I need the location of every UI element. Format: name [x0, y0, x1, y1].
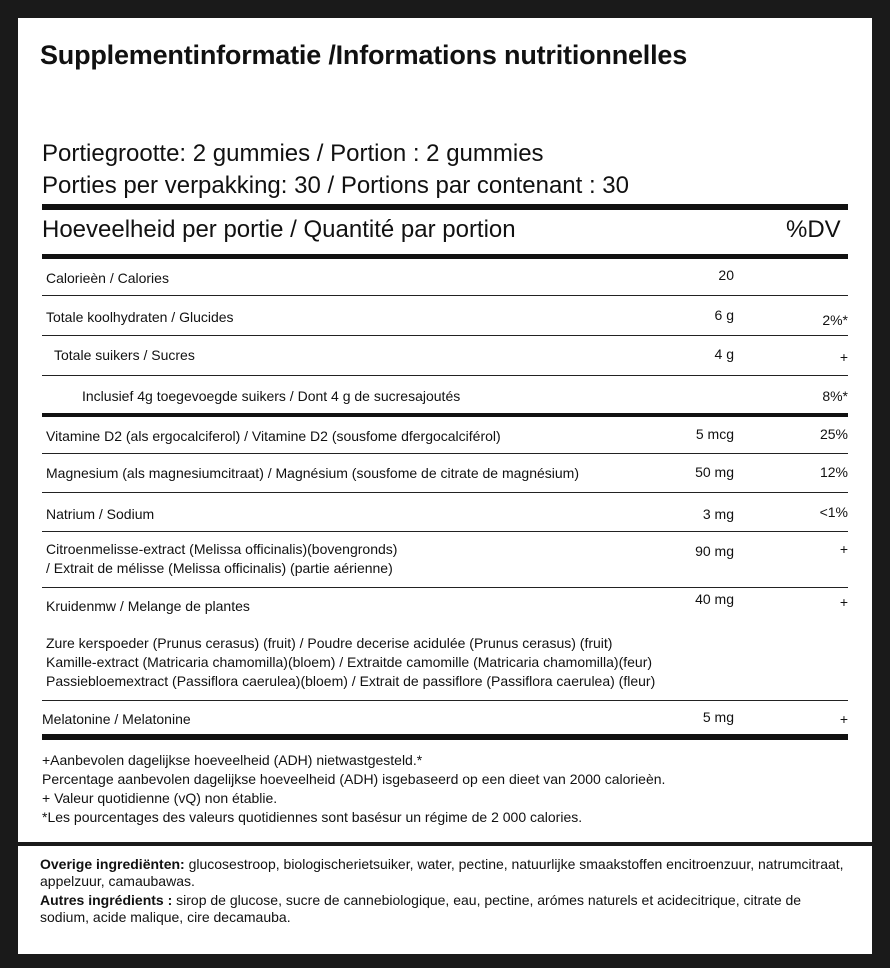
- nutrient-amount-carbohydrates: 6 g: [714, 307, 734, 323]
- ingredients-text-fr: sirop de glucose, sucre de cannebiologique, eau, pectine, arómes naturels et acidecitrique, citrate de sodium, acide malique, cire decamauba.: [40, 892, 802, 925]
- nutrient-label-melatonin: Melatonine / Melatonine: [42, 711, 191, 727]
- row-divider: [42, 492, 848, 493]
- nutrient-label-sugars: Totale suikers / Sucres: [54, 347, 195, 363]
- row-divider: [42, 375, 848, 376]
- nutrient-dv-carbohydrates: 2%*: [822, 312, 848, 328]
- nutrient-amount-lemon-balm: 90 mg: [695, 543, 734, 559]
- nutrient-label-lemon-balm: Citroenmelisse-extract (Melissa officinalis)(bovengronds) / Extrait de mélisse (Melissa officinalis) (partie aérienne): [46, 541, 398, 576]
- other-ingredients-nl: [40, 856, 850, 890]
- nutrient-dv-vitamin-d2: 25%: [819, 426, 848, 442]
- nutrient-amount-vitamin-d2: 5 mcg: [695, 426, 734, 442]
- nutrient-label-herbal-blend: Kruidenmw / Melange de plantes: [46, 598, 250, 614]
- nutrient-label-magnesium: Magnesium (als magnesiumcitraat) / Magnésium (sousfome de citrate de magnésium): [46, 465, 579, 481]
- nutrient-amount-magnesium: 50 mg: [695, 464, 734, 480]
- nutrient-amount-calories: 20: [718, 267, 734, 283]
- nutrient-label-vitamin-d2: Vitamine D2 (als ergocalciferol) / Vitamine D2 (sousfome dfergocalciférol): [46, 428, 501, 444]
- nutrient-amount-herbal-blend: 40 mg: [695, 591, 734, 607]
- nutrient-label-calories: Calorieèn / Calories: [46, 270, 169, 286]
- herbal-component: Kamille-extract (Matricaria chamomilla)(bloem) / Extraitde camomille (Matricaria chamomilla)(feur): [46, 654, 653, 670]
- footnote: Percentage aanbevolen dagelijkse hoeveelheid (ADH) isgebaseerd op een dieet van 2000 calorieèn.: [42, 771, 666, 787]
- serving-size: Portiegrootte: 2 gummies / Portion : 2 gummies: [42, 140, 544, 167]
- nutrient-label-added-sugars: Inclusief 4g toegevoegde suikers / Dont 4 g de sucresajoutés: [82, 388, 461, 404]
- nutrient-amount-sugars: 4 g: [714, 346, 734, 362]
- ingredients-label-fr: Autres ingrédients :: [40, 892, 173, 908]
- nutrient-label-carbohydrates: Totale koolhydraten / Glucides: [46, 309, 234, 325]
- panel-title: Supplementinformatie /Informations nutritionnelles: [40, 40, 688, 70]
- nutrient-dv-added-sugars: 8%*: [822, 388, 848, 404]
- nutrient-dv-melatonin: +: [839, 711, 848, 727]
- row-divider: [42, 335, 848, 336]
- nutrient-label-sodium: Natrium / Sodium: [46, 506, 155, 522]
- dv-header: %DV: [786, 216, 841, 243]
- nutrient-dv-lemon-balm: +: [839, 541, 848, 557]
- herbal-blend-components: [46, 634, 655, 691]
- footnote: + Valeur quotidienne (vQ) non établie.: [42, 790, 278, 806]
- nutrient-dv-sugars: +: [839, 349, 848, 365]
- thick-rule: [42, 734, 848, 740]
- row-divider: [42, 531, 848, 532]
- nutrient-amount-sodium: 3 mg: [702, 506, 734, 522]
- supplement-facts-panel: [18, 18, 872, 954]
- nutrient-dv-herbal-blend: +: [839, 594, 848, 610]
- ingredients-label-nl: Overige ingrediënten:: [40, 856, 185, 872]
- thick-rule: [42, 204, 848, 210]
- row-divider: [42, 453, 848, 454]
- thick-rule: [42, 254, 848, 259]
- row-divider: [42, 700, 848, 701]
- row-divider: [42, 295, 848, 296]
- ingredients-text-nl: glucosestroop, biologischerietsuiker, water, pectine, natuurlijke smaakstoffen encitroenzuur, natrumcitraat, appelzuur, camaubawas.: [40, 856, 844, 889]
- servings-per-container: Porties per verpakking: 30 / Portions par contenant : 30: [42, 172, 630, 199]
- herbal-component: Passiebloemextract (Passiflora caerulea)(bloem) / Extrait de passiflore (Passiflora caerulea) (fleur): [46, 673, 656, 689]
- nutrient-dv-sodium: <1%: [819, 504, 848, 520]
- herbal-component: Zure kerspoeder (Prunus cerasus) (fruit) / Poudre decerise acidulée (Prunus cerasus) (fruit): [46, 635, 613, 651]
- section-divider: [18, 842, 872, 846]
- footnote: *Les pourcentages des valeurs quotidiennes sont basésur un régime de 2 000 calories.: [42, 809, 583, 825]
- footnote: +Aanbevolen dagelijkse hoeveelheid (ADH) nietwastgesteld.*: [42, 752, 423, 768]
- nutrient-amount-melatonin: 5 mg: [702, 709, 734, 725]
- other-ingredients-fr: [40, 892, 850, 926]
- row-divider: [42, 587, 848, 588]
- amount-per-serving-header: Hoeveelheid per portie / Quantité par portion: [42, 216, 516, 243]
- thick-rule: [42, 413, 848, 417]
- nutrient-dv-magnesium: 12%: [819, 464, 848, 480]
